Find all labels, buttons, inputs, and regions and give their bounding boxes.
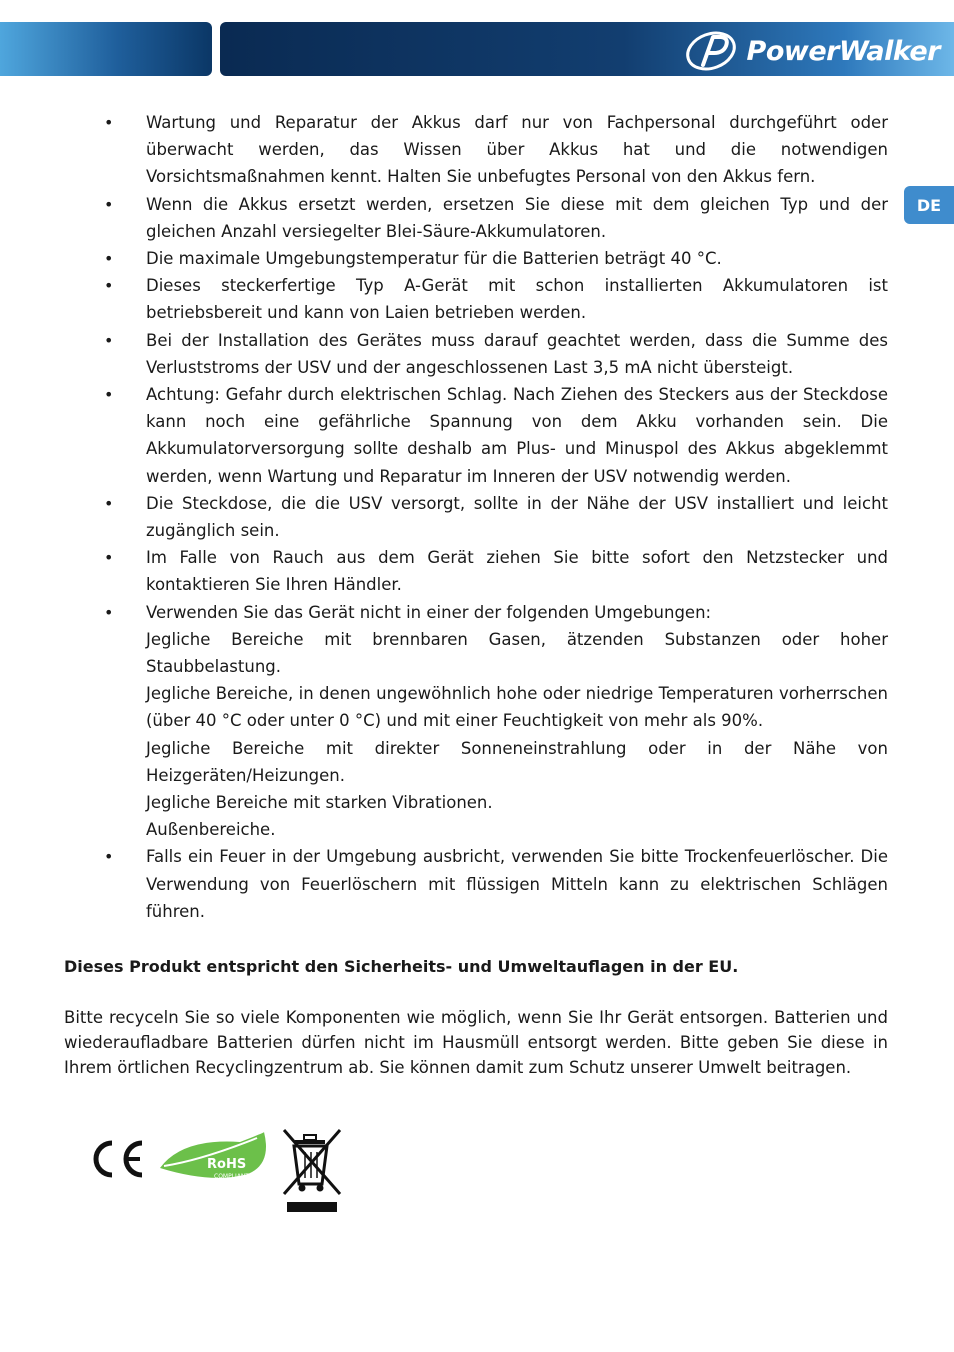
list-item: • Die maximale Umgebungstemperatur für die Batterien beträgt 40 °C. [64, 245, 888, 272]
document-body [64, 109, 888, 1080]
rohs-leaf-icon [160, 1132, 266, 1180]
list-item: • Wenn die Akkus ersetzt werden, ersetzen Sie diese mit dem gleichen Typ und der gleichen Anzahl versiegelter Blei-Säure-Akkumulatoren. [64, 191, 888, 245]
list-item: • Wartung und Reparatur der Akkus darf nur von Fachpersonal durchgeführt oder überwacht werden, das Wissen über Akkus hat und die notwendigen Vorsichtsmaßnahmen kennt. Halten Sie unbefugtes Personal von den Akkus fern. [64, 109, 888, 191]
environments-sublist [64, 626, 888, 844]
brand-logo [683, 28, 940, 74]
environment-item: Außenbereiche. [146, 820, 276, 840]
list-item: • Im Falle von Rauch aus dem Gerät ziehen Sie bitte sofort den Netzstecker und kontaktieren Sie Ihren Händler. [64, 544, 888, 598]
list-item-environments [64, 599, 888, 626]
rohs-sublabel: COMPLIANT [214, 1173, 250, 1180]
header-right-bar [220, 22, 954, 76]
weee-crossed-bin-icon [284, 1130, 340, 1212]
list-item: • Dieses steckerfertige Typ A-Gerät mit schon installierten Akkumulatoren ist betriebsbereit und kann von Laien betrieben werden. [64, 272, 888, 326]
header-left-bar [0, 22, 212, 76]
page-header [0, 20, 954, 78]
powerwalker-swirl-icon [683, 29, 741, 73]
environments-intro: Verwenden Sie das Gerät nicht in einer der folgenden Umgebungen: [146, 602, 712, 622]
ce-mark-icon [96, 1143, 142, 1175]
language-tab-de[interactable]: DE [904, 186, 954, 224]
rohs-label: RoHS [207, 1157, 247, 1172]
list-item: • Achtung: Gefahr durch elektrischen Schlag. Nach Ziehen des Steckers aus der Steckdose kann noch eine gefährliche Spannung von dem Akku vorhanden sein. Die Akkumulatorversorgung sollte deshalb am Plus- und Minuspol des Akkus abgeklemmt werden, wenn Wartung und Reparatur im Inneren der USV notwendig werden. [64, 381, 888, 490]
recycling-paragraph: Bitte recyceln Sie so viele Komponenten wie möglich, wenn Sie Ihr Gerät entsorgen. Batterien und wiederaufladbare Batterien dürfen nicht im Hausmüll entsorgt werden. Bitte geben Sie diese in Ihrem örtlichen Recyclingzentrum ab. Sie können damit zum Schutz unserer Umwelt beitragen. [64, 1008, 888, 1078]
brand-name: PowerWalker [746, 35, 940, 67]
safety-list [64, 109, 888, 626]
compliance-statement: Dieses Produkt entspricht den Sicherheits- und Umweltauflagen in der EU. [64, 957, 739, 977]
list-item: • Die Steckdose, die die USV versorgt, sollte in der Nähe der USV installiert und leicht zugänglich sein. [64, 490, 888, 544]
environment-item: Jegliche Bereiche mit brennbaren Gasen, ätzenden Substanzen oder hoher Staubbelastung. [146, 629, 888, 677]
fire-list [64, 843, 888, 925]
environment-item: Jegliche Bereiche mit direkter Sonneneinstrahlung oder in der Nähe von Heizgeräten/Heizungen. [146, 738, 888, 785]
marks-svg [82, 1124, 352, 1216]
environment-item: Jegliche Bereiche mit starken Vibrationen. [146, 793, 493, 813]
list-item: • Falls ein Feuer in der Umgebung ausbricht, verwenden Sie bitte Trockenfeuerlöscher. Die Verwendung von Feuerlöschern mit flüssigen Mitteln kann zu elektrischen Schlägen führen. [64, 843, 888, 925]
certification-marks [82, 1124, 352, 1216]
list-item: • Bei der Installation des Gerätes muss darauf geachtet werden, dass die Summe des Verluststroms der USV und der angeschlossenen Last 3,5 mA nicht übersteigt. [64, 327, 888, 381]
environment-item: Jegliche Bereiche, in denen ungewöhnlich hohe oder niedrige Temperaturen vorherrschen (über 40 °C oder unter 0 °C) und mit einer Feuchtigkeit von mehr als 90%. [146, 684, 888, 731]
